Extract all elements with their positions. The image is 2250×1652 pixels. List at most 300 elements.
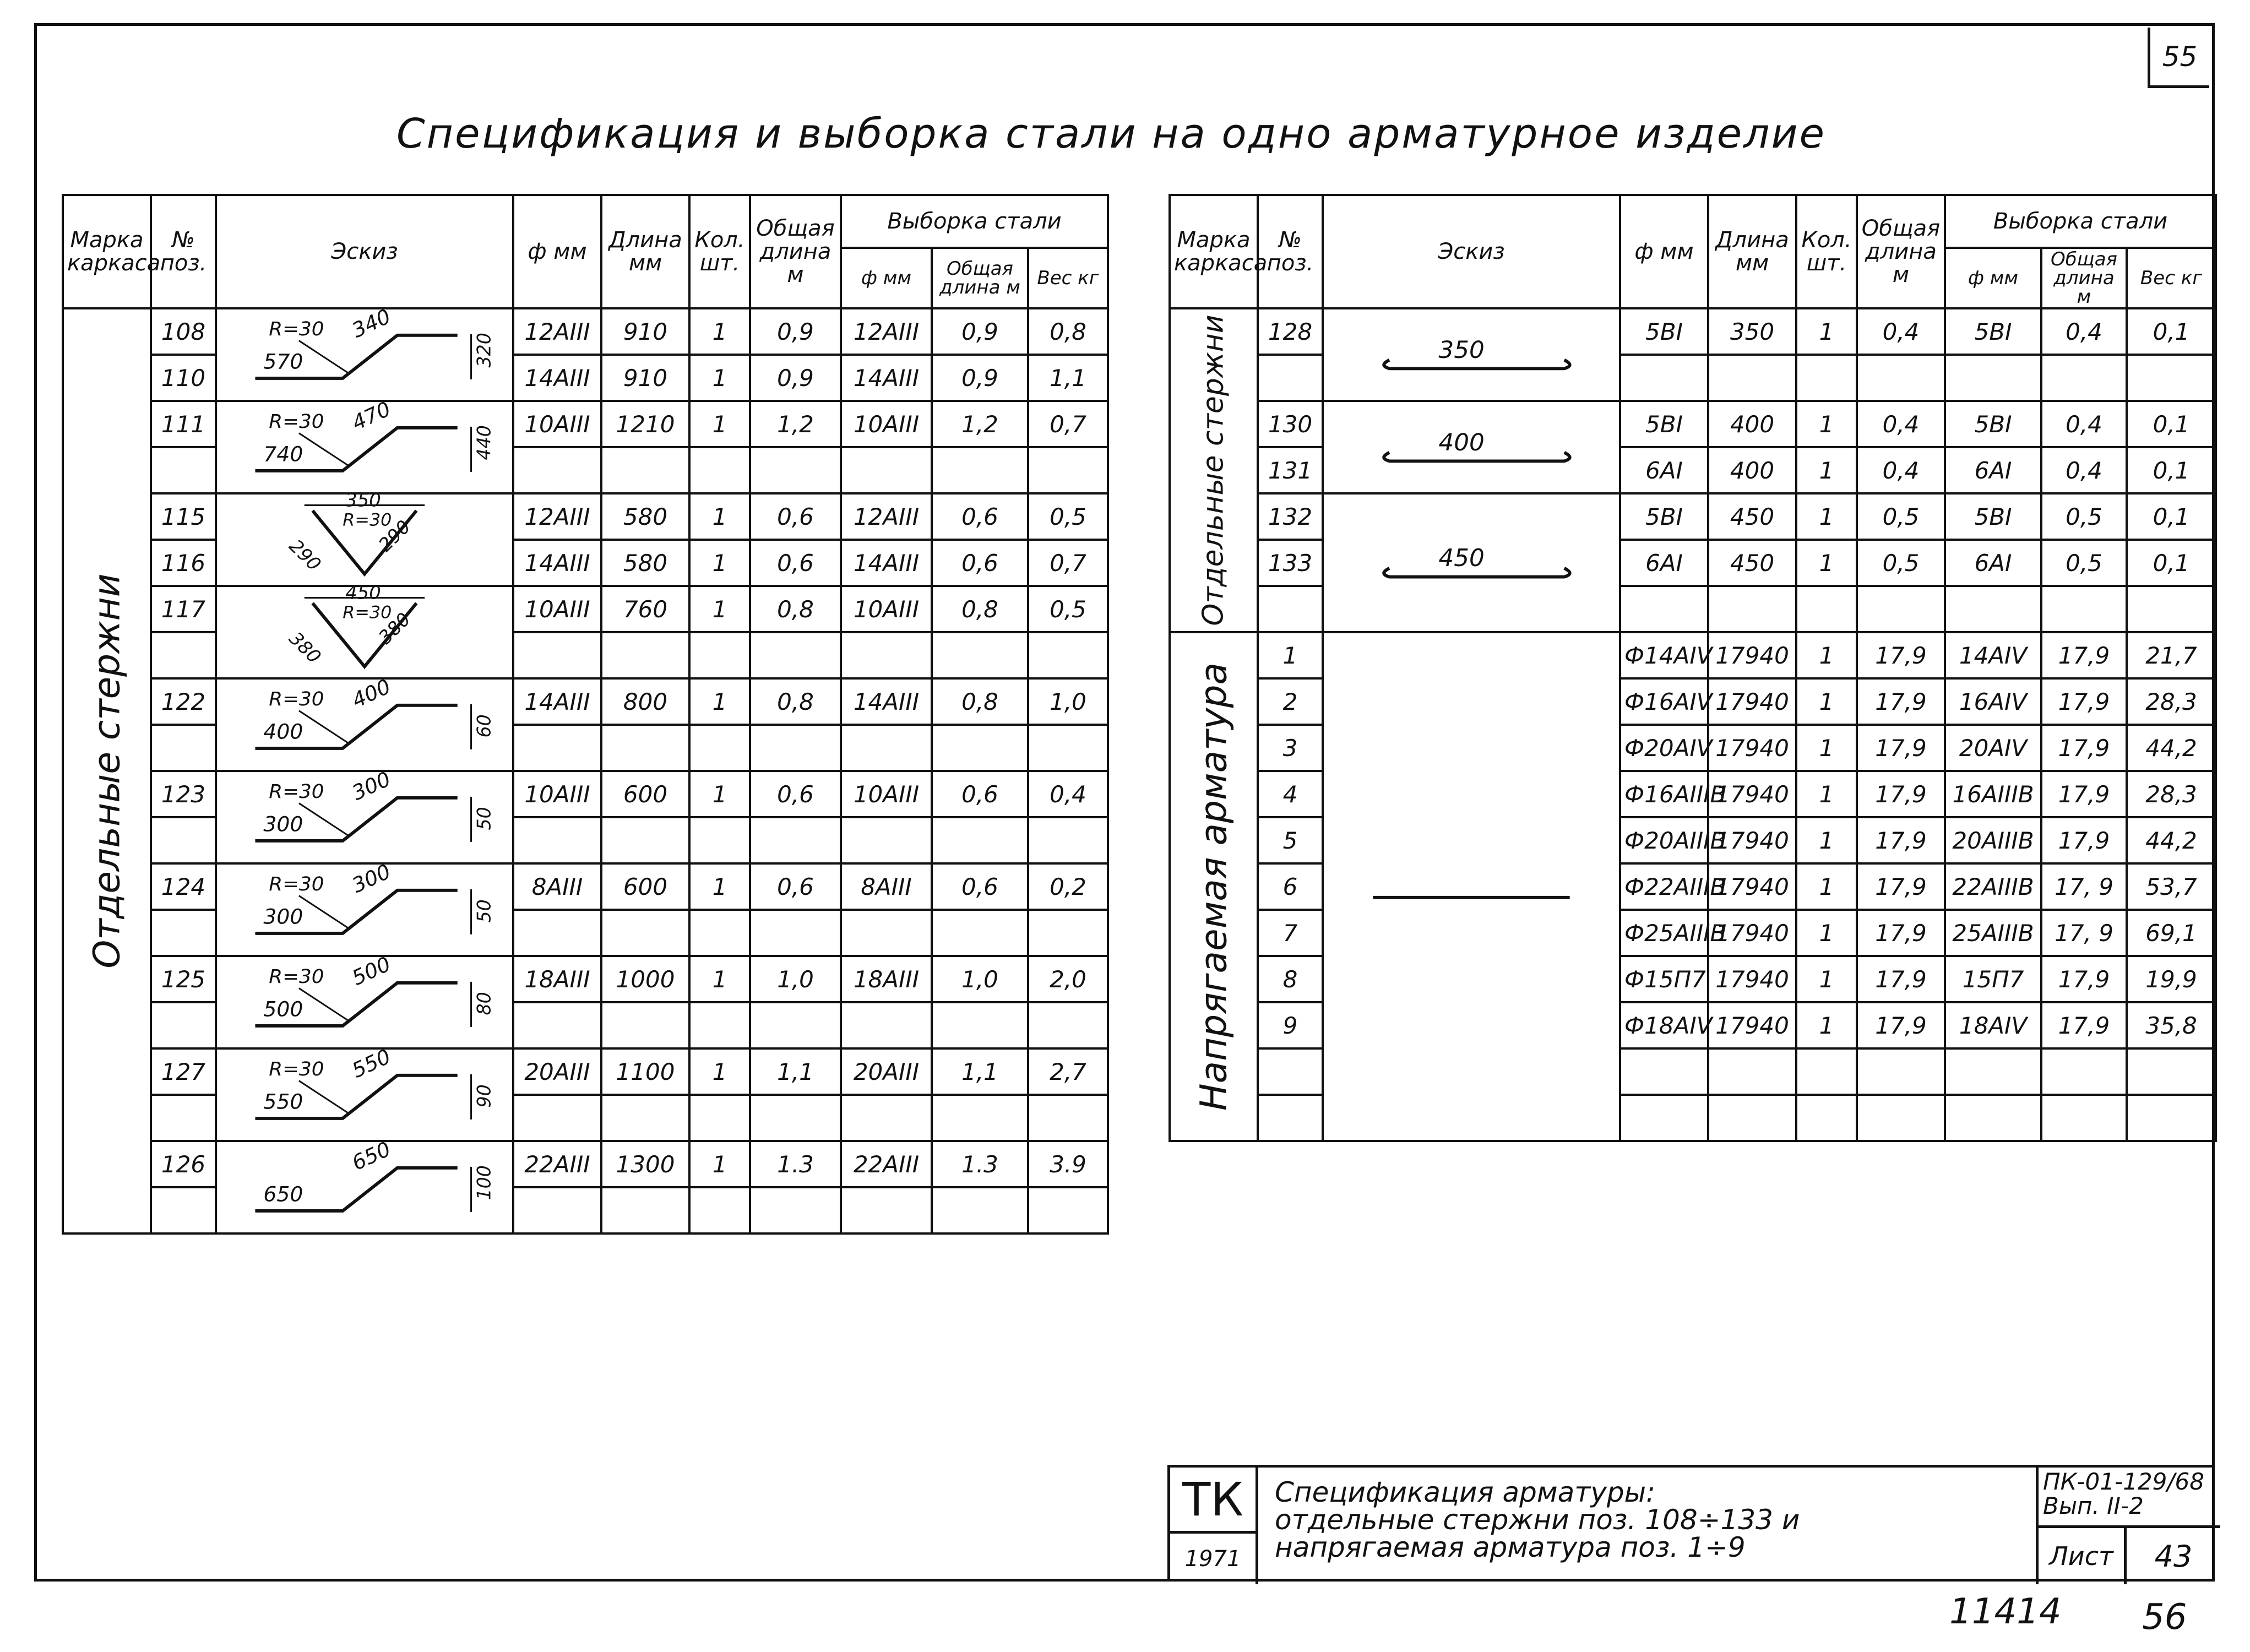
sketch-s111 <box>217 396 512 492</box>
total-length-cell: 17,9 <box>1857 632 1945 678</box>
phi-cell: Ф16AIV <box>1620 678 1708 725</box>
leader-line <box>299 1081 348 1113</box>
qty-cell: 1 <box>689 956 750 1002</box>
pos-cell: 132 <box>1258 493 1323 540</box>
sel-weight-cell <box>1028 1187 1108 1233</box>
sketch-s117 <box>217 582 512 677</box>
radius-label: R=30 <box>343 510 392 530</box>
radius-label: R=30 <box>269 688 324 710</box>
sel-weight-cell: 35,8 <box>2127 1002 2216 1048</box>
total-length-cell: 0,4 <box>1857 308 1945 355</box>
sel-total-length-cell: 17,9 <box>2041 632 2127 678</box>
qty-cell: 1 <box>689 540 750 586</box>
pos-cell <box>151 1002 216 1048</box>
sel-weight-cell: 0,1 <box>2127 308 2216 355</box>
hdr-v-ves: Вес кг <box>2127 248 2216 308</box>
qty-cell: 1 <box>1796 540 1857 586</box>
hdr-eskiz: Эскиз <box>216 195 513 308</box>
sel-total-length-cell <box>932 1095 1028 1141</box>
phi-cell <box>513 1002 601 1048</box>
stamp-sheet-number: 43 <box>2154 1539 2193 1574</box>
pos-cell: 130 <box>1258 401 1323 447</box>
sel-total-length-cell <box>932 632 1028 678</box>
dim-top-label: 350 <box>345 489 381 511</box>
hdr-dlina: Длина мм <box>601 195 689 308</box>
length-cell <box>601 1002 689 1048</box>
sel-weight-cell: 0,1 <box>2127 493 2216 540</box>
phi-cell: Ф18AIV <box>1620 1002 1708 1048</box>
total-length-cell: 17,9 <box>1857 817 1945 863</box>
sel-phi-cell <box>1945 586 2041 632</box>
stamp-code <box>2039 1468 2220 1528</box>
qty-cell <box>689 447 750 493</box>
hdr-pos: № поз. <box>151 195 216 308</box>
sel-weight-cell: 28,3 <box>2127 678 2216 725</box>
total-length-cell <box>750 1187 841 1233</box>
total-length-cell: 0,5 <box>1857 493 1945 540</box>
sel-total-length-cell: 0,4 <box>2041 401 2127 447</box>
pos-cell <box>1258 1048 1323 1095</box>
hdr-marka: Марка каркаса <box>1170 195 1258 308</box>
qty-cell <box>689 910 750 956</box>
pos-cell: 111 <box>151 401 216 447</box>
sketch-cell <box>1323 401 1620 493</box>
corner-page-number: 55 <box>2148 28 2209 88</box>
total-length-cell: 0,6 <box>750 493 841 540</box>
total-length-cell <box>1857 586 1945 632</box>
hdr-v-ves: Вес кг <box>1028 248 1108 308</box>
dim-c-label: 60 <box>473 714 495 738</box>
pos-cell: 3 <box>1258 725 1323 771</box>
dim-b-label: 400 <box>348 674 395 713</box>
phi-cell: Ф20AIIIB <box>1620 817 1708 863</box>
phi-cell: 10AIII <box>513 771 601 817</box>
sel-phi-cell: 20AIV <box>1945 725 2041 771</box>
total-length-cell: 0,6 <box>750 863 841 910</box>
stamp-line-3: напрягаемая арматура поз. 1÷9 <box>1275 1531 1746 1563</box>
rod-length-label: 450 <box>1438 545 1485 572</box>
pos-cell <box>151 1095 216 1141</box>
sel-total-length-cell: 17,9 <box>2041 771 2127 817</box>
sel-weight-cell <box>1028 1002 1108 1048</box>
sel-phi-cell: 5BI <box>1945 401 2041 447</box>
sketch-cell <box>216 952 513 1048</box>
total-length-cell: 0,9 <box>750 355 841 401</box>
sel-weight-cell <box>1028 1095 1108 1141</box>
sel-weight-cell <box>2127 355 2216 401</box>
total-length-cell: 17,9 <box>1857 956 1945 1002</box>
phi-cell <box>513 1095 601 1141</box>
sel-weight-cell <box>1028 725 1108 771</box>
sel-phi-cell <box>841 447 932 493</box>
radius-label: R=30 <box>269 318 324 340</box>
leader-line <box>299 433 348 466</box>
pos-cell: 124 <box>151 863 216 910</box>
title-block <box>1167 1465 2215 1582</box>
length-cell: 1100 <box>601 1048 689 1095</box>
length-cell: 17940 <box>1708 956 1796 1002</box>
pos-cell: 125 <box>151 956 216 1002</box>
total-length-cell: 17,9 <box>1857 1002 1945 1048</box>
qty-cell: 1 <box>689 771 750 817</box>
dim-b-label: 650 <box>348 1137 395 1175</box>
sel-total-length-cell <box>2041 355 2127 401</box>
sel-total-length-cell: 0,6 <box>932 863 1028 910</box>
dim-a-label: 570 <box>263 349 303 374</box>
sel-total-length-cell: 0,5 <box>2041 493 2127 540</box>
phi-cell: 14AIII <box>513 355 601 401</box>
hdr-vyborka: Выборка стали <box>1945 195 2216 248</box>
sel-phi-cell: 14AIV <box>1945 632 2041 678</box>
qty-cell: 1 <box>689 355 750 401</box>
table-row <box>63 1048 1108 1095</box>
sel-weight-cell: 2,7 <box>1028 1048 1108 1095</box>
stamp-sheet-label: Лист <box>2039 1528 2127 1584</box>
sel-phi-cell: 20AIII <box>841 1048 932 1095</box>
stamp-right-block <box>2036 1468 2218 1584</box>
leader-line <box>299 711 348 743</box>
dim-c-label: 100 <box>473 1165 495 1200</box>
sel-phi-cell: 12AIII <box>841 308 932 355</box>
sel-weight-cell: 0,5 <box>1028 586 1108 632</box>
sel-total-length-cell: 0,4 <box>2041 447 2127 493</box>
table-row <box>63 863 1108 910</box>
pos-cell <box>151 725 216 771</box>
sel-phi-cell: 10AIII <box>841 586 932 632</box>
dim-right-label: 290 <box>374 515 415 556</box>
total-length-cell <box>750 910 841 956</box>
phi-cell: Ф25AIIIB <box>1620 910 1708 956</box>
hdr-phi: ф мм <box>1620 195 1708 308</box>
qty-cell: 1 <box>689 586 750 632</box>
sel-phi-cell <box>1945 355 2041 401</box>
length-cell: 450 <box>1708 540 1796 586</box>
pos-cell: 127 <box>151 1048 216 1095</box>
stamp-code-1: ПК-01-129/68 <box>2043 1468 2204 1495</box>
sketch-cell <box>216 396 513 493</box>
length-cell <box>601 1095 689 1141</box>
qty-cell: 1 <box>1796 910 1857 956</box>
archive-number: 11414 <box>1949 1591 2062 1632</box>
group-label-cell <box>1170 308 1258 632</box>
total-length-cell <box>750 447 841 493</box>
qty-cell: 1 <box>689 401 750 447</box>
sel-weight-cell: 21,7 <box>2127 632 2216 678</box>
phi-cell: 14AIII <box>513 678 601 725</box>
length-cell: 17940 <box>1708 817 1796 863</box>
hdr-phi: ф мм <box>513 195 601 308</box>
sel-weight-cell: 53,7 <box>2127 863 2216 910</box>
sketch-s115 <box>217 489 512 585</box>
sel-weight-cell <box>2127 586 2216 632</box>
phi-cell: Ф14AIV <box>1620 632 1708 678</box>
pos-cell: 5 <box>1258 817 1323 863</box>
pos-cell <box>1258 355 1323 401</box>
sel-total-length-cell <box>932 1187 1028 1233</box>
pos-cell: 4 <box>1258 771 1323 817</box>
qty-cell: 1 <box>689 493 750 540</box>
table-row <box>63 493 1108 540</box>
pos-cell: 128 <box>1258 308 1323 355</box>
sel-phi-cell <box>1945 1095 2041 1141</box>
sel-total-length-cell: 17, 9 <box>2041 910 2127 956</box>
sketch-s108 <box>217 304 512 400</box>
length-cell: 600 <box>601 863 689 910</box>
radius-label: R=30 <box>269 410 324 433</box>
stamp-code-2: Вып. II-2 <box>2043 1492 2144 1520</box>
table-row <box>63 308 1108 355</box>
qty-cell: 1 <box>689 308 750 355</box>
qty-cell: 1 <box>1796 447 1857 493</box>
leader-line <box>299 896 348 928</box>
sel-total-length-cell: 1,0 <box>932 956 1028 1002</box>
group-label: Отдельные стержни <box>1197 314 1230 626</box>
dim-c-label: 440 <box>473 425 495 460</box>
total-length-cell <box>750 817 841 863</box>
hdr-dlina: Длина мм <box>1708 195 1796 308</box>
hdr-v-obsh: Общая длина м <box>2041 248 2127 308</box>
total-length-cell: 0,8 <box>750 678 841 725</box>
rod-length-label: 400 <box>1438 429 1485 457</box>
sel-phi-cell: 20AIIIB <box>1945 817 2041 863</box>
sel-phi-cell: 12AIII <box>841 493 932 540</box>
sel-total-length-cell <box>2041 1048 2127 1095</box>
qty-cell: 1 <box>1796 725 1857 771</box>
length-cell <box>1708 355 1796 401</box>
sketch-cell <box>216 1044 513 1141</box>
dim-left-label: 290 <box>285 535 325 575</box>
phi-cell: 8AIII <box>513 863 601 910</box>
length-cell: 17940 <box>1708 725 1796 771</box>
pos-cell <box>151 1187 216 1233</box>
pos-cell: 110 <box>151 355 216 401</box>
sel-total-length-cell: 0,5 <box>2041 540 2127 586</box>
qty-cell: 1 <box>689 1048 750 1095</box>
dim-b-label: 300 <box>348 859 395 898</box>
qty-cell: 1 <box>689 678 750 725</box>
group-label: Отдельные стержни <box>85 573 128 969</box>
total-length-cell: 0,5 <box>1857 540 1945 586</box>
sketch-s124 <box>217 859 512 955</box>
sketch-cell <box>216 582 513 678</box>
hdr-kol: Кол. шт. <box>1796 195 1857 308</box>
qty-cell <box>689 1002 750 1048</box>
length-cell <box>1708 1048 1796 1095</box>
sketch-s123 <box>217 767 512 862</box>
sel-phi-cell: 6AI <box>1945 447 2041 493</box>
radius-label: R=30 <box>269 780 324 803</box>
sel-weight-cell: 69,1 <box>2127 910 2216 956</box>
qty-cell <box>689 1095 750 1141</box>
length-cell <box>601 1187 689 1233</box>
sel-weight-cell: 1,0 <box>1028 678 1108 725</box>
hdr-v-phi: ф мм <box>841 248 932 308</box>
length-cell <box>601 910 689 956</box>
sel-weight-cell: 0,5 <box>1028 493 1108 540</box>
pos-cell: 122 <box>151 678 216 725</box>
sel-weight-cell: 0,1 <box>2127 401 2216 447</box>
sel-phi-cell: 8AIII <box>841 863 932 910</box>
hdr-marka: Марка каркаса <box>63 195 151 308</box>
sel-weight-cell: 0,7 <box>1028 540 1108 586</box>
length-cell: 580 <box>601 540 689 586</box>
phi-cell: 12AIII <box>513 308 601 355</box>
table-row <box>63 1141 1108 1187</box>
total-length-cell <box>750 725 841 771</box>
sel-phi-cell: 14AIII <box>841 355 932 401</box>
dim-b-label: 550 <box>348 1044 395 1083</box>
dim-a-label: 400 <box>263 719 303 744</box>
total-length-cell <box>750 1095 841 1141</box>
sketch-cell <box>216 489 513 586</box>
sketch-line <box>1324 633 1619 1140</box>
sel-total-length-cell: 17,9 <box>2041 725 2127 771</box>
sel-phi-cell: 5BI <box>1945 493 2041 540</box>
total-length-cell: 17,9 <box>1857 771 1945 817</box>
sel-total-length-cell: 17,9 <box>2041 956 2127 1002</box>
length-cell: 350 <box>1708 308 1796 355</box>
sketch-cell <box>216 1137 513 1233</box>
dim-c-label: 50 <box>473 899 495 923</box>
sel-weight-cell: 0,8 <box>1028 308 1108 355</box>
sel-phi-cell: 5BI <box>1945 308 2041 355</box>
sel-total-length-cell: 1,2 <box>932 401 1028 447</box>
total-length-cell: 1.3 <box>750 1141 841 1187</box>
pos-cell <box>1258 1095 1323 1141</box>
sel-phi-cell <box>841 1095 932 1141</box>
sel-phi-cell: 18AIV <box>1945 1002 2041 1048</box>
total-length-cell <box>1857 1048 1945 1095</box>
sel-total-length-cell: 17,9 <box>2041 817 2127 863</box>
total-length-cell: 17,9 <box>1857 725 1945 771</box>
total-length-cell: 0,8 <box>750 586 841 632</box>
pos-cell <box>1258 586 1323 632</box>
pos-cell <box>151 632 216 678</box>
total-length-cell <box>750 632 841 678</box>
stamp-year: 1971 <box>1170 1534 1258 1584</box>
sel-phi-cell: 10AIII <box>841 401 932 447</box>
sel-total-length-cell: 17, 9 <box>2041 863 2127 910</box>
pos-cell: 7 <box>1258 910 1323 956</box>
table-row <box>63 401 1108 447</box>
pos-cell: 8 <box>1258 956 1323 1002</box>
qty-cell <box>689 817 750 863</box>
sel-total-length-cell: 0,8 <box>932 586 1028 632</box>
sel-phi-cell <box>841 910 932 956</box>
sketch-s126 <box>217 1137 512 1232</box>
pos-cell <box>151 910 216 956</box>
total-length-cell <box>750 1002 841 1048</box>
dim-a-label: 650 <box>263 1182 303 1207</box>
length-cell: 1300 <box>601 1141 689 1187</box>
total-length-cell: 1,2 <box>750 401 841 447</box>
sel-weight-cell: 0,7 <box>1028 401 1108 447</box>
stamp-line-1: Спецификация арматуры: <box>1275 1476 1655 1508</box>
phi-cell: 22AIII <box>513 1141 601 1187</box>
dim-left-label: 380 <box>285 627 325 668</box>
group-label-cell <box>63 308 151 1233</box>
table-row <box>1170 308 2216 355</box>
length-cell: 17940 <box>1708 1002 1796 1048</box>
sel-weight-cell <box>2127 1048 2216 1095</box>
rod-length-label: 350 <box>1438 336 1485 364</box>
sel-weight-cell <box>1028 447 1108 493</box>
sel-weight-cell: 0,1 <box>2127 540 2216 586</box>
phi-cell: 10AIII <box>513 586 601 632</box>
sel-phi-cell: 10AIII <box>841 771 932 817</box>
phi-cell: 14AIII <box>513 540 601 586</box>
table-row <box>1170 493 2216 540</box>
qty-cell <box>689 725 750 771</box>
sel-phi-cell <box>841 1002 932 1048</box>
sel-total-length-cell <box>932 910 1028 956</box>
dim-a-label: 500 <box>263 997 303 1021</box>
sel-weight-cell <box>1028 817 1108 863</box>
sketch-cell <box>1323 493 1620 632</box>
length-cell: 760 <box>601 586 689 632</box>
phi-cell <box>513 725 601 771</box>
phi-cell: Ф22AIIIB <box>1620 863 1708 910</box>
qty-cell: 1 <box>1796 308 1857 355</box>
sel-total-length-cell <box>2041 586 2127 632</box>
right-spec-table <box>1169 194 2217 1142</box>
total-length-cell <box>1857 1095 1945 1141</box>
qty-cell <box>1796 586 1857 632</box>
sel-phi-cell: 22AIII <box>841 1141 932 1187</box>
pos-cell: 131 <box>1258 447 1323 493</box>
hdr-v-obsh: Общая длина м <box>932 248 1028 308</box>
sketch-cell <box>1323 632 1620 1141</box>
sketch-cell <box>216 767 513 863</box>
hdr-v-phi: ф мм <box>1945 248 2041 308</box>
dim-a-label: 300 <box>263 812 303 836</box>
total-length-cell <box>1857 355 1945 401</box>
dim-b-label: 470 <box>348 396 395 435</box>
left-spec-table <box>62 194 1109 1235</box>
qty-cell: 1 <box>689 863 750 910</box>
phi-cell <box>513 447 601 493</box>
qty-cell: 1 <box>1796 956 1857 1002</box>
group-label: Напрягаемая арматура <box>1192 662 1235 1111</box>
hdr-pos: № поз. <box>1258 195 1323 308</box>
sketch-s127 <box>217 1044 512 1140</box>
sel-total-length-cell: 17,9 <box>2041 678 2127 725</box>
length-cell: 17940 <box>1708 771 1796 817</box>
total-length-cell: 17,9 <box>1857 863 1945 910</box>
sel-total-length-cell <box>932 725 1028 771</box>
leader-line <box>299 988 348 1021</box>
hdr-obshaya: Общая длина м <box>750 195 841 308</box>
hdr-obshaya: Общая длина м <box>1857 195 1945 308</box>
sel-weight-cell: 28,3 <box>2127 771 2216 817</box>
total-length-cell: 0,6 <box>750 540 841 586</box>
dim-b-label: 340 <box>348 304 395 343</box>
sel-weight-cell: 1,1 <box>1028 355 1108 401</box>
length-cell: 580 <box>601 493 689 540</box>
length-cell: 400 <box>1708 447 1796 493</box>
pos-cell: 2 <box>1258 678 1323 725</box>
sel-total-length-cell: 17,9 <box>2041 1002 2127 1048</box>
sel-weight-cell: 44,2 <box>2127 817 2216 863</box>
phi-cell: 12AIII <box>513 493 601 540</box>
hdr-vyborka: Выборка стали <box>841 195 1108 248</box>
dim-b-label: 500 <box>348 952 395 990</box>
sketch-s132 <box>1324 494 1619 631</box>
phi-cell: Ф15П7 <box>1620 956 1708 1002</box>
pos-cell: 126 <box>151 1141 216 1187</box>
sketch-cell <box>1323 308 1620 401</box>
dim-a-label: 300 <box>263 904 303 929</box>
